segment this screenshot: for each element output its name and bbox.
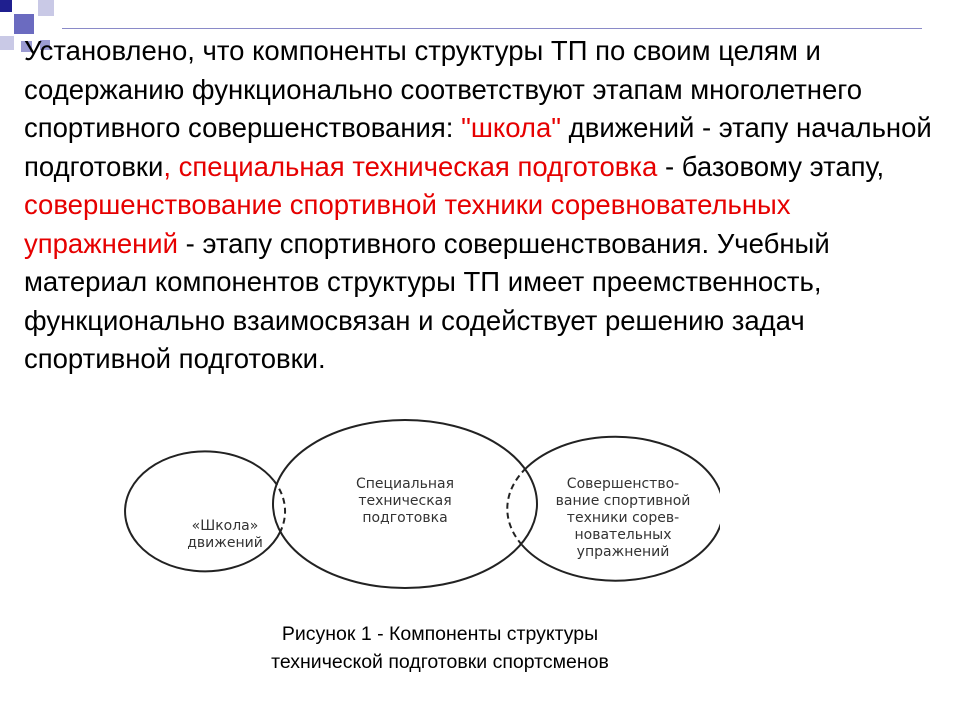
caption-line: технической подготовки спортсменов bbox=[271, 651, 609, 673]
header-rule bbox=[62, 28, 922, 29]
figure-caption bbox=[180, 620, 700, 676]
venn-diagram bbox=[120, 412, 720, 612]
caption-line: Рисунок 1 - Компоненты структуры bbox=[281, 623, 599, 645]
decor-square bbox=[0, 36, 14, 50]
decor-square bbox=[14, 14, 34, 34]
highlight-school-of-movements: "школа" bbox=[461, 112, 562, 143]
text-segment: Установлено, что компоненты структуры ТП по своим целям и содержанию функционально соответствуют этапам многолетнего спортивного совершенствования: bbox=[24, 35, 862, 143]
text-segment: - базовому этапу, bbox=[657, 150, 885, 182]
highlight-technique-improvement: совершенствование спортивной техники соревновательных упражнений bbox=[24, 189, 791, 259]
label-technique-improvement: Совершенство- вание спортивной техники сорев- новательных упражнений bbox=[555, 476, 691, 560]
label-special-technical-training: Специальная техническая подготовка bbox=[355, 476, 455, 526]
highlight-special-technical-training: , специальная техническая подготовка bbox=[163, 150, 658, 182]
text-segment: движений - этапу начальной подготовки bbox=[24, 112, 932, 182]
label-school-of-movements: «Школа» движений bbox=[187, 518, 263, 551]
body-paragraph bbox=[24, 32, 936, 379]
right-ellipse-dashed-arc bbox=[507, 469, 525, 545]
decor-square bbox=[38, 0, 54, 16]
decor-square bbox=[0, 0, 12, 12]
left-ellipse-outline bbox=[125, 451, 281, 571]
text-segment: - этапу спортивного совершенствования. Учебный материал компонентов структуры ТП имеет преемственность, функционально взаимосвязан и содействует решению задач спортивной подготовки. bbox=[24, 227, 830, 374]
